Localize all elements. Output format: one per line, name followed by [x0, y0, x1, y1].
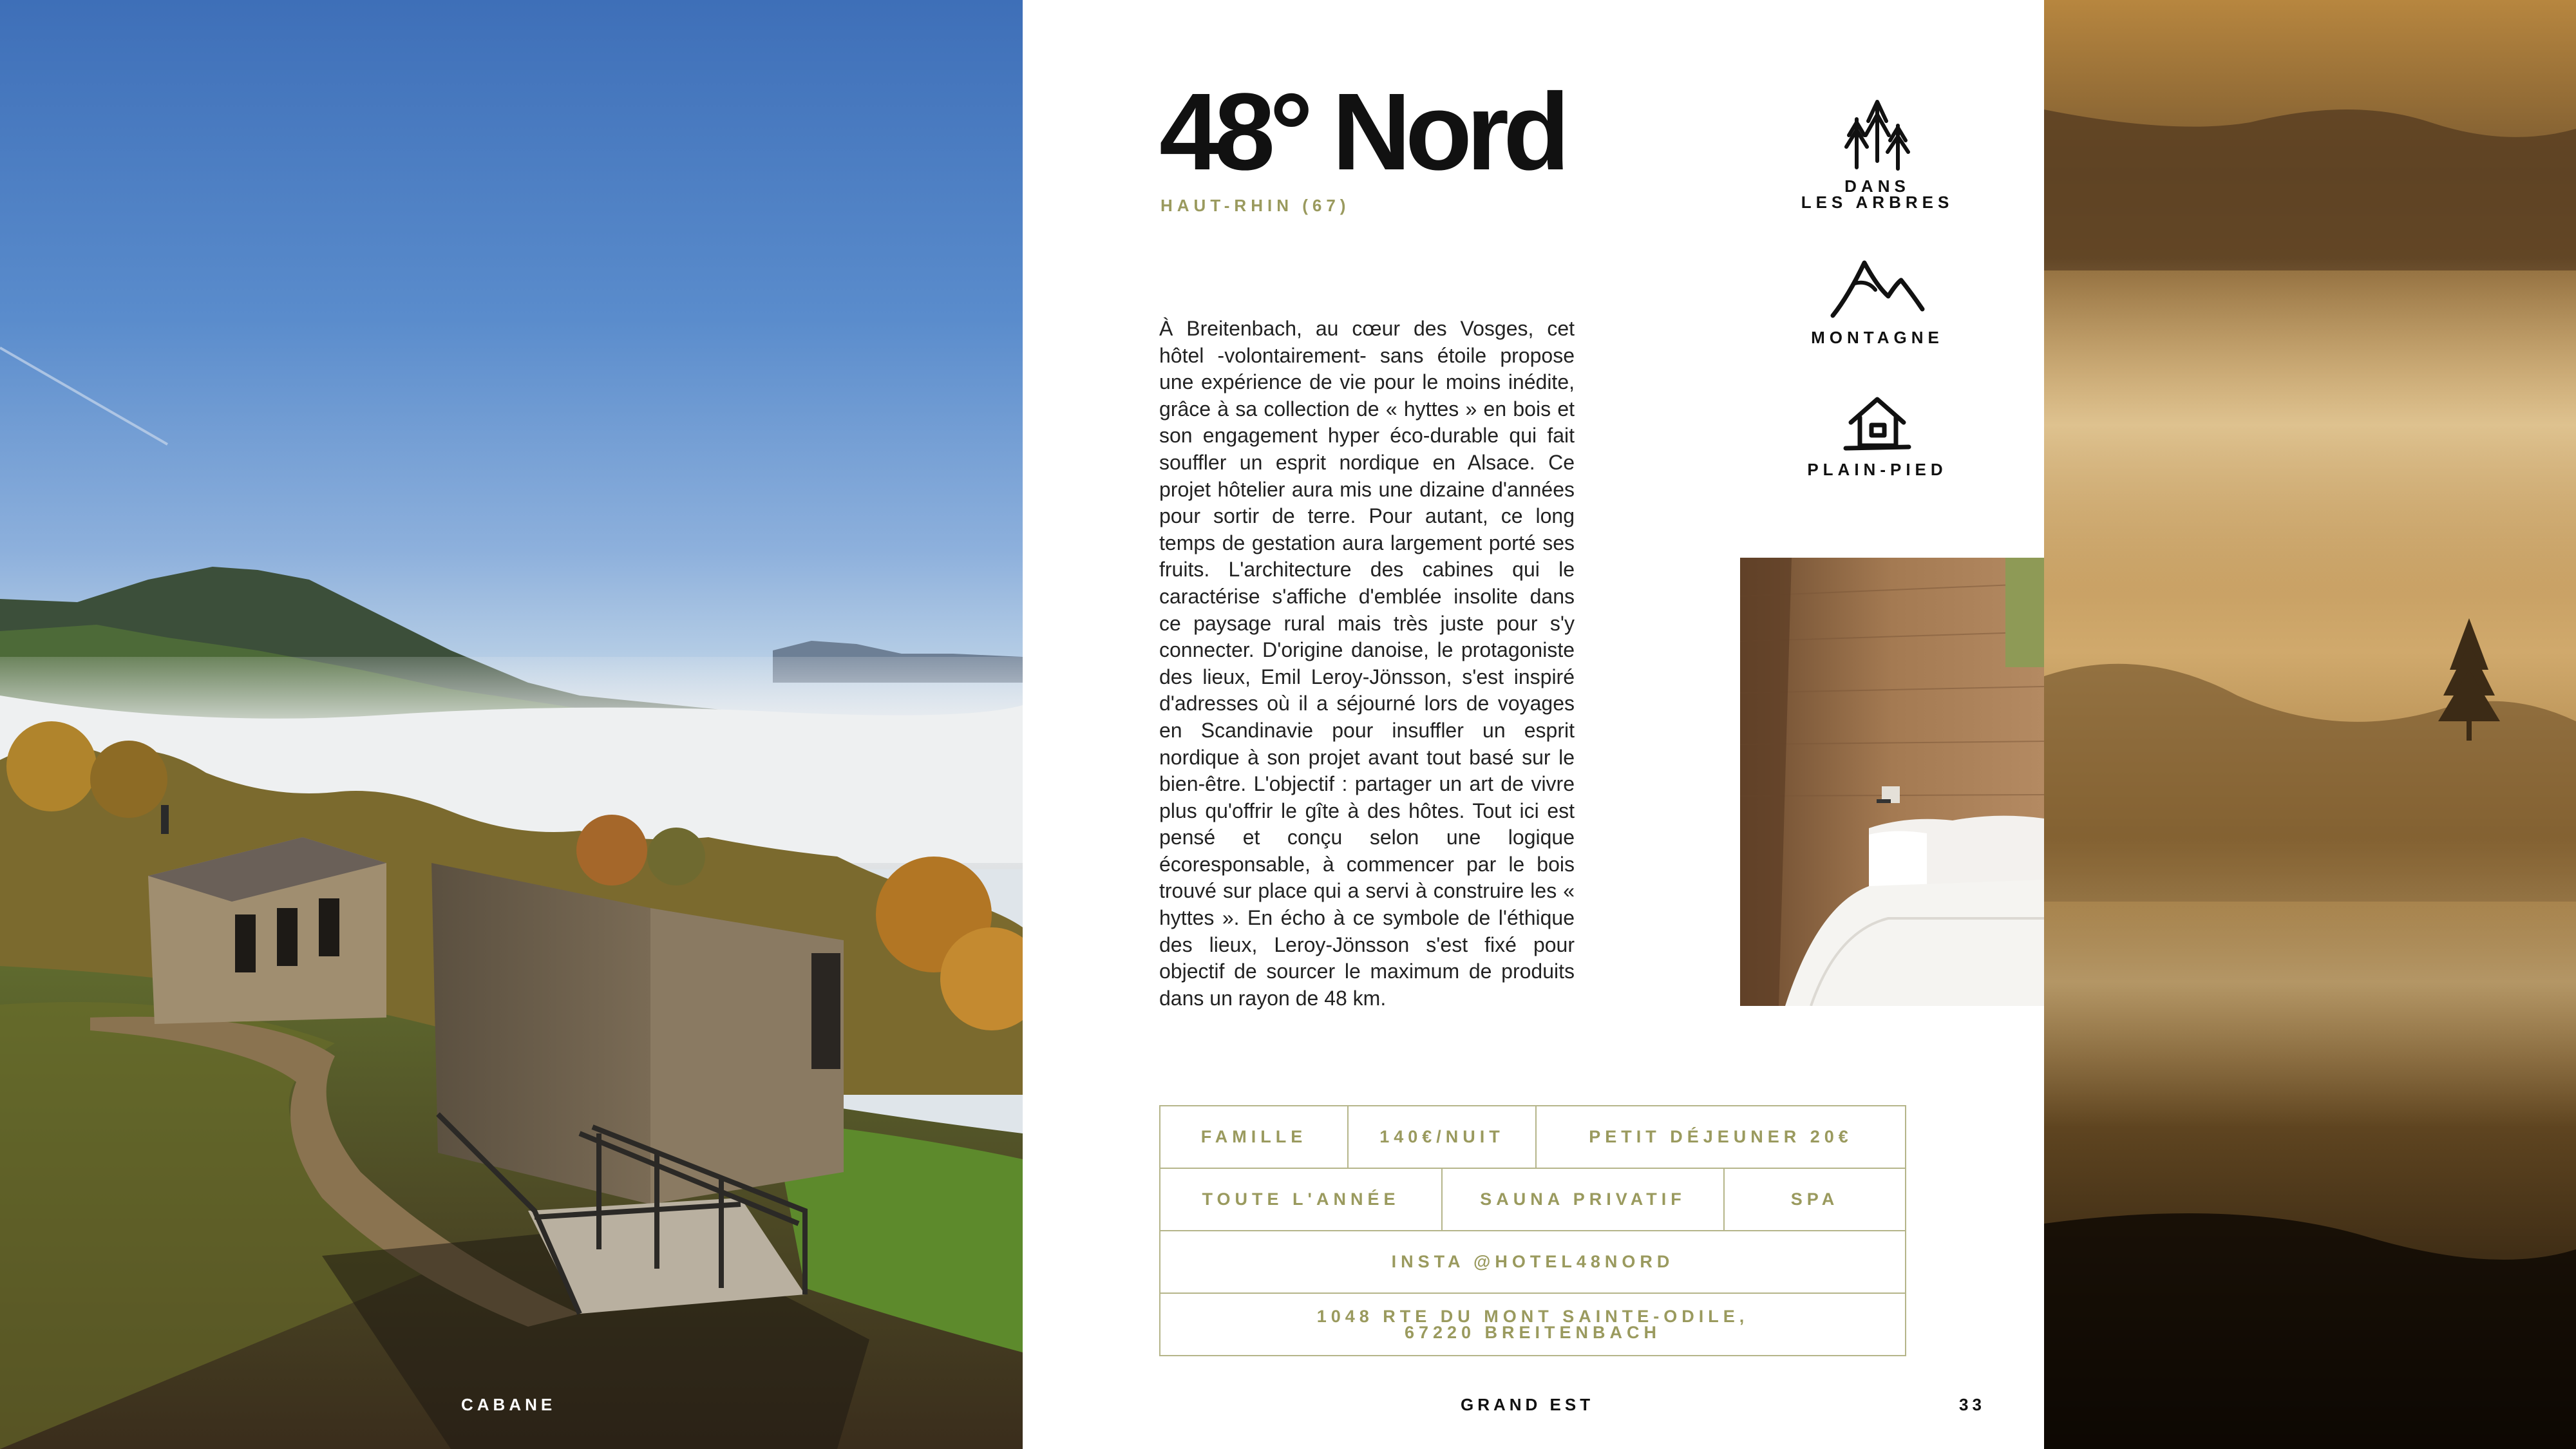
category-mountain-label: MONTAGNE	[1811, 328, 1944, 347]
page-number: 33	[1959, 1395, 1985, 1414]
info-cell-price: 140€/NUIT	[1347, 1106, 1535, 1168]
category-trees	[1781, 90, 1974, 211]
category-house-label: PLAIN-PIED	[1807, 460, 1947, 479]
mountain-icon	[1829, 258, 1926, 322]
info-row-2	[1160, 1168, 1905, 1230]
article-body: À Breitenbach, au cœur des Vosges, cet hôtel -volontairement- sans étoile propose une expérience de vie pour le moins inédite, grâce à sa collection de « hyttes » en bois et son engagement hyper éco-durable qui fait souffler un esprit nordique en Alsace. Ce projet hôtelier aura mis une dizaine d'années pour sortir de terre. Pour autant, ce long temps de gestation aura largement porté ses fruits. L'architecture des cabines qui le caractérise s'affiche d'emblée insolite dans ce paysage rural mais très juste pour s'y connecter. D'origine danoise, le protagoniste des lieux, Emil Leroy-Jönsson, s'est inspiré d'adresses où il a séjourné lors de voyages en Scandinavie pour insuffler un esprit nordique à son projet avant tout basé sur le bien-être. L'objectif : partager un art de vivre plus qu'offrir le gîte à des hôtes. Tout ici est pensé et conçu selon une logique écoresponsable, à commencer par le bois trouvé sur place qui a servi à construire les « hyttes ». En écho à ce symbole de l'éthique des lieux, Leroy-Jönsson s'est fixé pour objectif de sourcer le maximum de produits dans un rayon de 48 km.	[1159, 317, 1575, 1010]
info-cell-season: TOUTE L'ANNÉE	[1202, 1189, 1400, 1209]
info-cell-spa: SPA	[1723, 1169, 1905, 1230]
category-house	[1781, 393, 1974, 478]
instagram-handle[interactable]: INSTA @HOTEL48NORD	[1391, 1252, 1674, 1271]
address	[1160, 1294, 1905, 1355]
info-row-1	[1160, 1106, 1905, 1168]
category-mountain	[1781, 258, 1974, 346]
landscape-photo-cabins	[0, 0, 1023, 1449]
info-cell-sauna: SAUNA PRIVATIF	[1441, 1169, 1723, 1230]
trees-icon	[1839, 90, 1916, 171]
footer-region-label: GRAND EST	[1461, 1395, 1595, 1414]
info-row-insta	[1160, 1230, 1905, 1293]
address-line-2: 67220 BREITENBACH	[1404, 1322, 1662, 1342]
category-trees-line2: LES ARBRES	[1801, 193, 1954, 212]
foggy-forest-photo	[2044, 0, 2576, 1449]
info-cell-breakfast: PETIT DÉJEUNER 20€	[1535, 1106, 1905, 1168]
address-line-1: 1048 RTE DU MONT SAINTE-ODILE,	[1316, 1306, 1749, 1326]
info-row-address	[1160, 1293, 1905, 1355]
region-label: HAUT-RHIN (67)	[1160, 196, 1350, 215]
info-cell-family: FAMILLE	[1200, 1127, 1307, 1146]
hotel-title: 48° Nord	[1159, 71, 1564, 193]
footer-section-label: CABANE	[461, 1395, 556, 1414]
house-icon	[1842, 393, 1913, 454]
bedroom-photo	[1740, 558, 2044, 1006]
info-table	[1159, 1105, 1906, 1356]
category-trees-line1: DANS	[1844, 176, 1910, 196]
